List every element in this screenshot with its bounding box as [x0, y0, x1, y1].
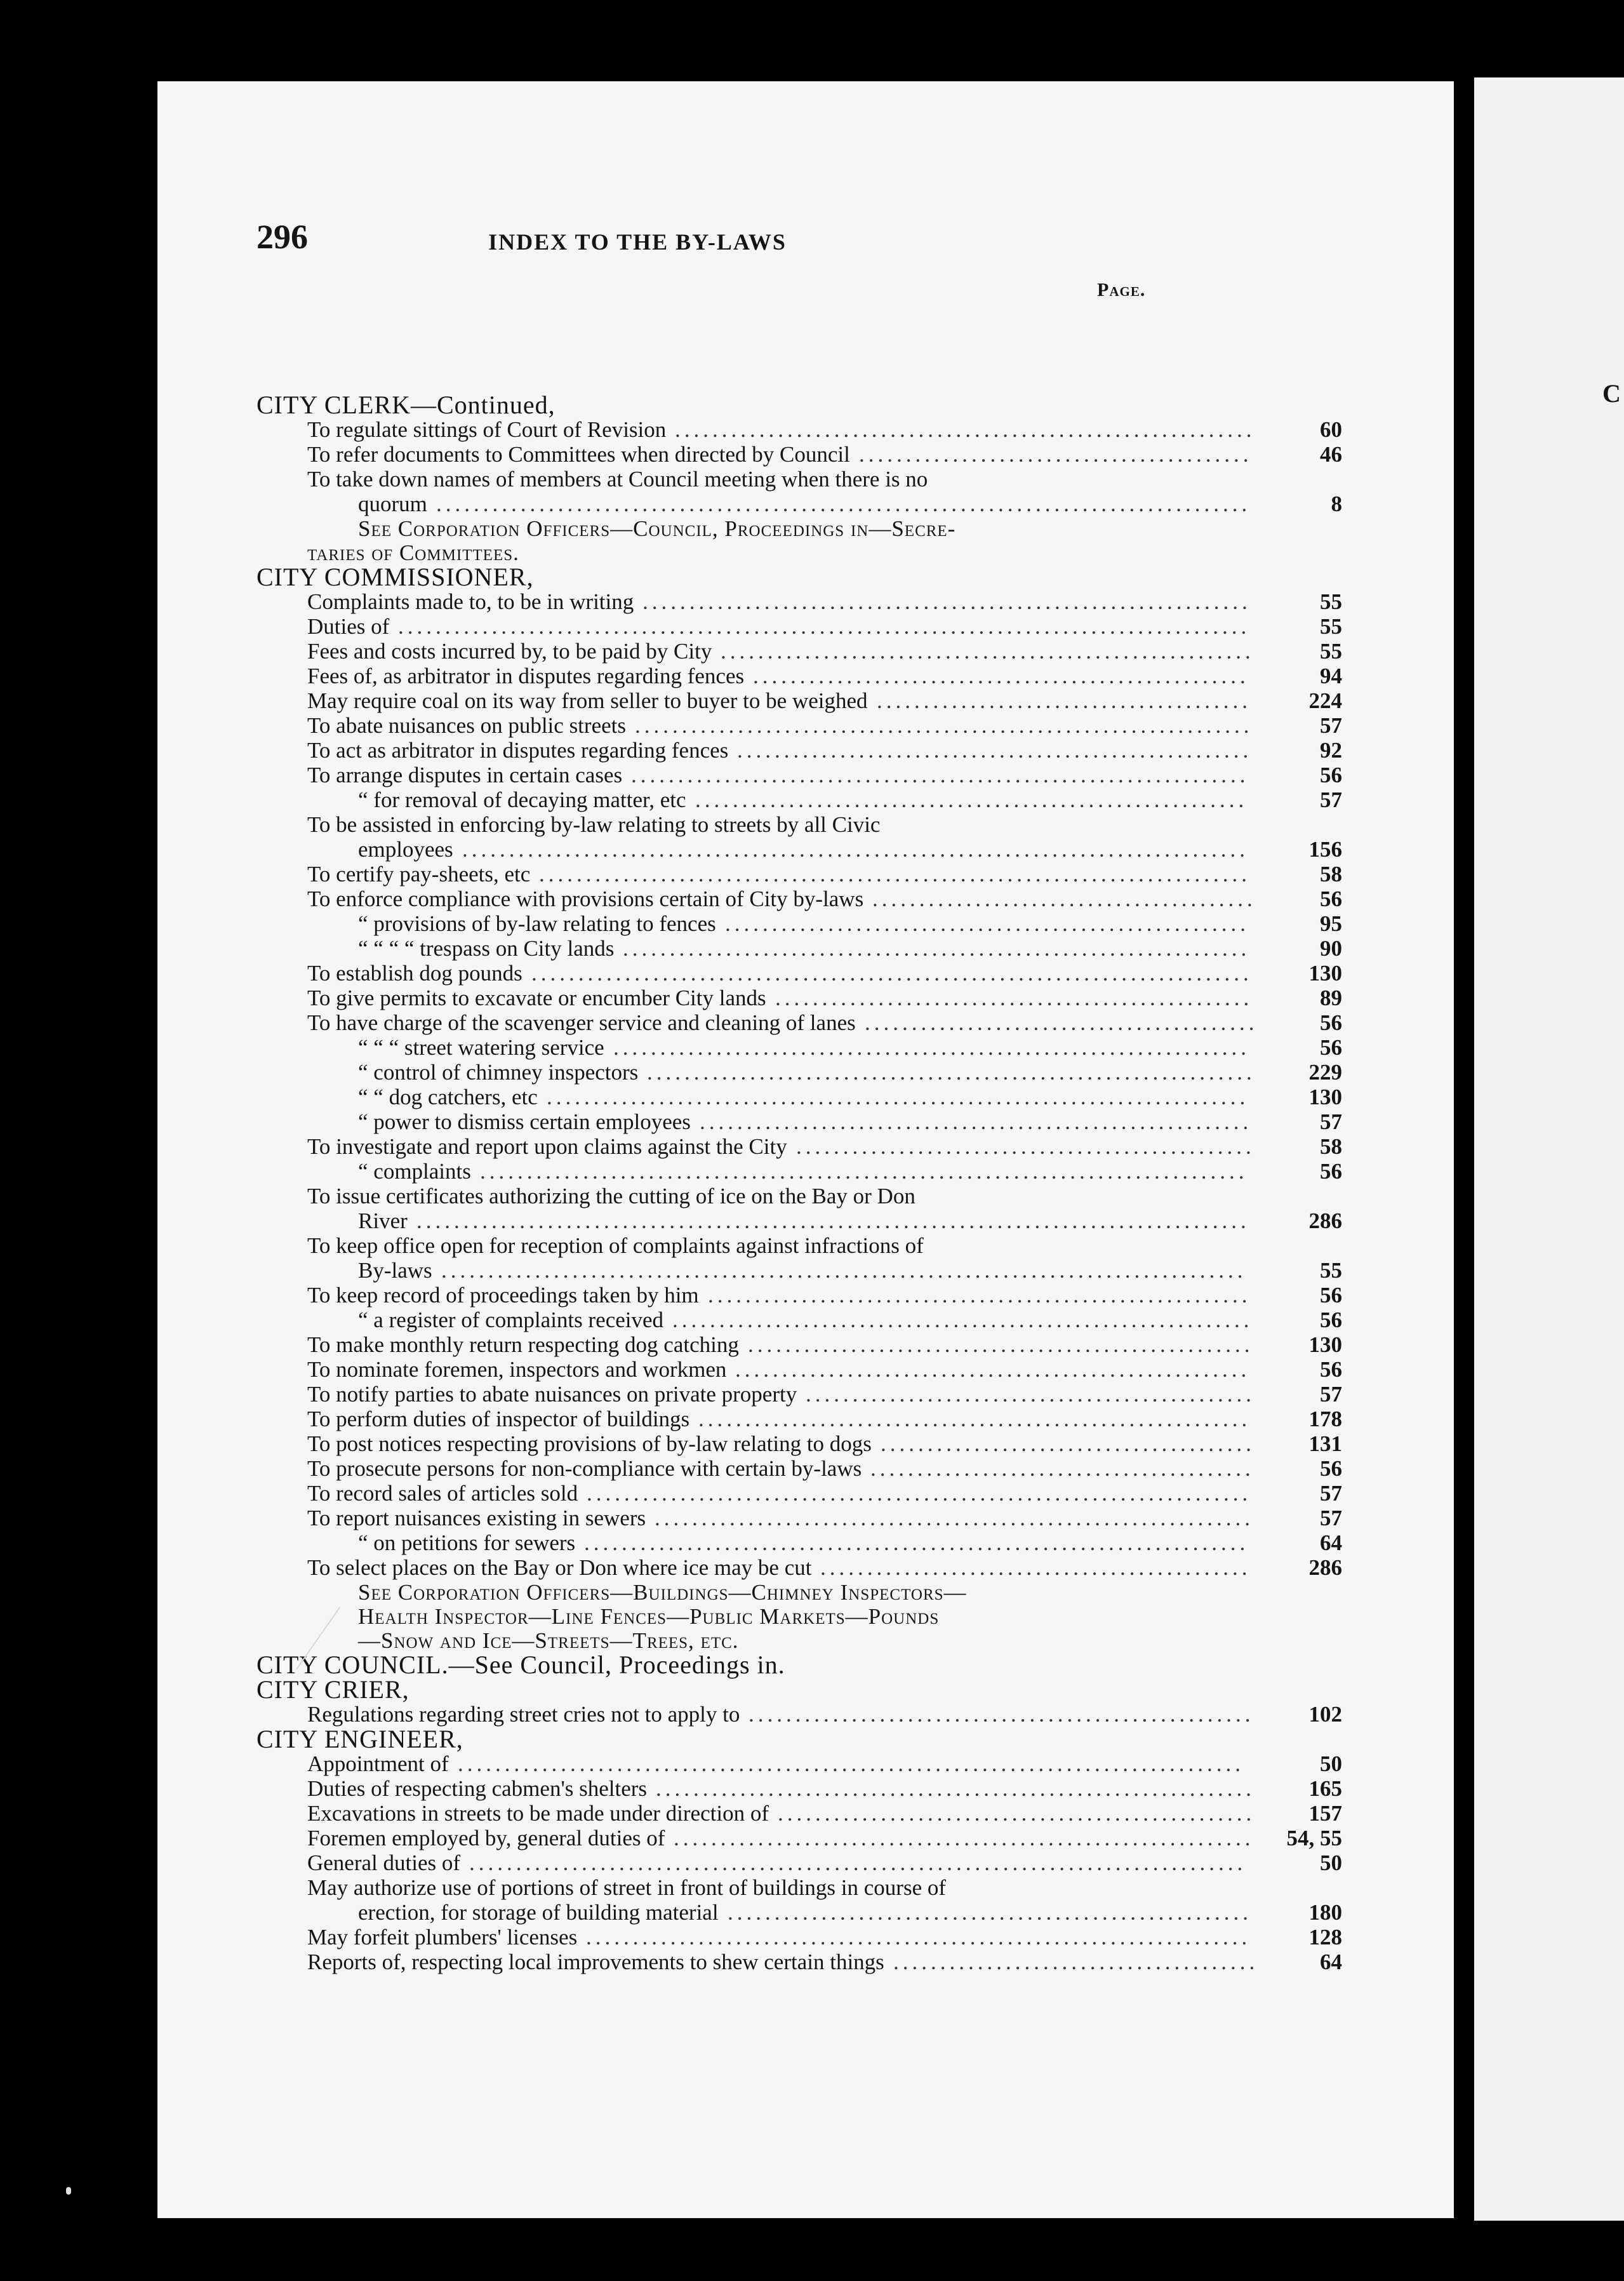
index-entry [256, 1382, 1342, 1407]
page-reference: 56 [1320, 886, 1342, 911]
entry-text: See Corporation Officers—Buildings—Chimney Inspectors— [358, 1580, 967, 1605]
index-entry [256, 1283, 1342, 1308]
page-reference: 130 [1308, 1332, 1342, 1357]
dot-leader: ......................................... [872, 886, 1256, 911]
index-entry [256, 1850, 1342, 1875]
page-reference: 46 [1320, 442, 1342, 467]
dot-leader: ........................................................... [695, 787, 1248, 812]
index-entry [256, 961, 1342, 986]
dot-leader: ................................................................. [642, 589, 1251, 614]
entry-text: To have charge of the scavenger service and cleaning of lanes [307, 1010, 856, 1035]
page-column-label: Page. [1097, 279, 1146, 300]
page-reference: 55 [1320, 589, 1342, 614]
entry-text: “ complaints [358, 1159, 471, 1184]
entry-text: To establish dog pounds [307, 961, 522, 986]
entry-text: “ control of chimney inspectors [358, 1060, 639, 1085]
page-reference: 102 [1308, 1702, 1342, 1727]
page-reference: 92 [1320, 738, 1342, 763]
page-reference: 60 [1320, 417, 1342, 442]
index-entry [256, 1950, 1342, 1974]
page-reference: 89 [1320, 986, 1342, 1010]
dot-leader: ........................................................ [725, 911, 1249, 936]
page-reference: 56 [1320, 1035, 1342, 1060]
page-reference: 56 [1320, 763, 1342, 787]
index-entry [256, 1431, 1342, 1456]
entry-text: To make monthly return respecting dog catching [307, 1332, 739, 1357]
dot-leader: ........................................ [881, 1431, 1255, 1456]
dot-leader: .................................................................. [635, 713, 1253, 738]
page-reference: 57 [1320, 713, 1342, 738]
index-entry [256, 1875, 1342, 1900]
entry-text: May require coal on its way from seller to buyer to be weighed [307, 688, 868, 713]
adjacent-page [1474, 77, 1624, 2221]
page-reference: 229 [1308, 1060, 1342, 1085]
index-entry [256, 763, 1342, 787]
entry-text: employees [358, 837, 453, 862]
dot-leader: .................................................................................... [462, 837, 1249, 862]
page-reference: 56 [1320, 1357, 1342, 1382]
dot-leader: ....................................... [893, 1950, 1259, 1974]
index-entries [256, 392, 1342, 1974]
index-entry [256, 1332, 1342, 1357]
entry-text: Fees of, as arbitrator in disputes regarding fences [307, 664, 745, 688]
entry-text: To arrange disputes in certain cases [307, 763, 623, 787]
index-entry [256, 639, 1342, 664]
index-heading [256, 1727, 1342, 1751]
index-entry [256, 1530, 1342, 1555]
dot-leader: .............................................................. [672, 1308, 1253, 1332]
entry-text: Duties of [307, 614, 390, 639]
index-entry [256, 1481, 1342, 1506]
page-reference: 55 [1320, 1258, 1342, 1283]
index-entry [256, 837, 1342, 862]
entry-text: “ power to dismiss certain employees [358, 1109, 691, 1134]
entry-text: “ “ dog catchers, etc [358, 1085, 538, 1109]
entry-text: Complaints made to, to be in writing [307, 589, 634, 614]
entry-text: CITY ENGINEER, [256, 1725, 463, 1753]
entry-text: Appointment of [307, 1751, 449, 1776]
page-reference: 224 [1308, 688, 1342, 713]
entry-text: erection, for storage of building material [358, 1900, 719, 1925]
page-reference: 130 [1308, 1085, 1342, 1109]
index-heading [256, 565, 1342, 589]
index-entry [256, 1233, 1342, 1258]
dot-leader: ................................................ [806, 1382, 1255, 1407]
page-reference: 57 [1320, 1109, 1342, 1134]
index-entry [256, 614, 1342, 639]
page-reference: 58 [1320, 862, 1342, 886]
index-entry [256, 589, 1342, 614]
index-entry [256, 492, 1342, 516]
dot-leader: ...................................................... [749, 1702, 1255, 1727]
page-reference: 55 [1320, 639, 1342, 664]
index-entry [256, 1258, 1342, 1283]
entry-text: To keep office open for reception of complaints against infractions of [307, 1233, 924, 1258]
entry-text: To keep record of proceedings taken by him [307, 1283, 699, 1308]
page-reference: 57 [1320, 1481, 1342, 1506]
index-entry [256, 812, 1342, 837]
index-entry [256, 1751, 1342, 1776]
index-entry [256, 886, 1342, 911]
index-entry [256, 1060, 1342, 1085]
page-reference: 286 [1308, 1208, 1342, 1233]
entry-text: Fees and costs incurred by, to be paid by City [307, 639, 712, 664]
page-reference: 50 [1320, 1850, 1342, 1875]
dot-leader: ................................................... [778, 1801, 1256, 1826]
index-entry [256, 1555, 1342, 1580]
entry-text: To notify parties to abate nuisances on private property [307, 1382, 797, 1407]
entry-text: “ for removal of decaying matter, etc [358, 787, 686, 812]
index-entry [256, 688, 1342, 713]
index-entry [256, 1776, 1342, 1801]
index-entry [256, 442, 1342, 467]
dot-leader: ................................................................ [655, 1506, 1254, 1530]
dot-leader: ........................................................... [700, 1109, 1253, 1134]
dot-leader: ....................................................................... [584, 1530, 1249, 1555]
entry-text: quorum [358, 492, 427, 516]
page-reference: 58 [1320, 1134, 1342, 1159]
index-entry [256, 713, 1342, 738]
entry-text: To take down names of members at Council meeting when there is no [307, 467, 928, 492]
scan-dot [66, 2187, 71, 2195]
entry-text: Foremen employed by, general duties of [307, 1826, 665, 1850]
entry-text: “ “ “ “ trespass on City lands [358, 936, 615, 961]
entry-text: To give permits to excavate or encumber City lands [307, 986, 766, 1010]
entry-text: CITY CLERK—Continued, [256, 391, 556, 419]
entry-text: —Snow and Ice—Streets—Trees, etc. [358, 1628, 739, 1653]
page-reference: 57 [1320, 787, 1342, 812]
see-reference [256, 1628, 1342, 1652]
index-entry [256, 1702, 1342, 1727]
entry-text: To refer documents to Committees when directed by Council [307, 442, 850, 467]
page-reference: 64 [1320, 1530, 1342, 1555]
index-entry [256, 1134, 1342, 1159]
page-reference: 55 [1320, 614, 1342, 639]
index-entry [256, 417, 1342, 442]
page-reference: 130 [1308, 961, 1342, 986]
entry-text: To report nuisances existing in sewers [307, 1506, 646, 1530]
index-entry [256, 1184, 1342, 1208]
dot-leader: ........................................................... [698, 1407, 1251, 1431]
index-entry [256, 1208, 1342, 1233]
entry-text: To post notices respecting provisions of by-law relating to dogs [307, 1431, 872, 1456]
see-reference [256, 516, 1342, 540]
entry-text: Health Inspector—Line Fences—Public Markets—Pounds [358, 1604, 940, 1629]
entry-text: General duties of [307, 1850, 461, 1875]
entry-text: To perform duties of inspector of buildings [307, 1407, 690, 1431]
index-entry [256, 467, 1342, 492]
entry-text: “ on petitions for sewers [358, 1530, 576, 1555]
entry-text: CITY COMMISSIONER, [256, 563, 534, 591]
index-entry [256, 1826, 1342, 1850]
page-reference: 286 [1308, 1555, 1342, 1580]
page-reference: 94 [1320, 664, 1342, 688]
page-reference: 8 [1331, 492, 1342, 516]
dot-leader: ................................................. [796, 1134, 1255, 1159]
index-entry [256, 1801, 1342, 1826]
entry-text: To certify pay-sheets, etc [307, 862, 531, 886]
page-reference: 64 [1320, 1950, 1342, 1974]
entry-text: By-laws [358, 1258, 432, 1283]
see-reference [256, 540, 1342, 565]
page-reference: 57 [1320, 1506, 1342, 1530]
entry-text: Duties of respecting cabmen's shelters [307, 1776, 648, 1801]
dot-leader: ....................................................................... [587, 1481, 1252, 1506]
dot-leader: .................................................................... [613, 1035, 1250, 1060]
index-entry [256, 1010, 1342, 1035]
page-reference: 131 [1308, 1431, 1342, 1456]
index-entry [256, 664, 1342, 688]
page-reference: 95 [1320, 911, 1342, 936]
index-entry [256, 936, 1342, 961]
index-entry [256, 1308, 1342, 1332]
index-entry [256, 1925, 1342, 1950]
index-heading [256, 1652, 1342, 1677]
entry-text: To issue certificates authorizing the cutting of ice on the Bay or Don [307, 1184, 915, 1208]
index-entry [256, 787, 1342, 812]
dot-leader: ....................................................................................... [436, 492, 1251, 516]
dot-leader: ......................................................... [721, 639, 1255, 664]
entry-text: To regulate sittings of Court of Revision [307, 417, 667, 442]
index-entry [256, 862, 1342, 886]
page-reference: 56 [1320, 1283, 1342, 1308]
entry-text: “ provisions of by-law relating to fences [358, 911, 716, 936]
page-reference: 57 [1320, 1382, 1342, 1407]
page-reference: 128 [1308, 1925, 1342, 1950]
page-reference: 56 [1320, 1308, 1342, 1332]
dot-leader: ............................................................................ [539, 862, 1251, 886]
dot-leader: ......................................................................................... [416, 1208, 1250, 1233]
entry-text: To record sales of articles sold [307, 1481, 578, 1506]
index-entry [256, 1159, 1342, 1184]
index-entry [256, 1900, 1342, 1925]
dot-leader: ................................................................. [647, 1060, 1256, 1085]
page-reference: 54, 55 [1286, 1826, 1342, 1850]
entry-text: To investigate and report upon claims against the City [307, 1134, 787, 1159]
dot-leader: .......................................... [859, 442, 1253, 467]
dot-leader: .................................................................................. [480, 1159, 1248, 1184]
page-number: 296 [256, 218, 308, 256]
dot-leader: .............................................................. [674, 1826, 1255, 1850]
page-reference: 90 [1320, 936, 1342, 961]
entry-text: To prosecute persons for non-compliance with certain by-laws [307, 1456, 862, 1481]
adjacent-page-letter: C [1602, 379, 1621, 408]
index-entry [256, 1456, 1342, 1481]
entry-text: CITY COUNCIL.—See Council, Proceedings in. [256, 1650, 785, 1679]
entry-text: To act as arbitrator in disputes regarding fences [307, 738, 729, 763]
entry-text: To abate nuisances on public streets [307, 713, 626, 738]
dot-leader: .......................................... [865, 1010, 1258, 1035]
entry-text: To select places on the Bay or Don where ice may be cut [307, 1555, 812, 1580]
entry-text: River [358, 1208, 408, 1233]
dot-leader: .............................................. [820, 1555, 1251, 1580]
dot-leader: ................................................................ [656, 1776, 1255, 1801]
page-reference: 165 [1308, 1776, 1342, 1801]
page-reference: 50 [1320, 1751, 1342, 1776]
entry-text: Excavations in streets to be made under direction of [307, 1801, 769, 1826]
page-reference: 56 [1320, 1010, 1342, 1035]
dot-leader: ................................................... [775, 986, 1253, 1010]
index-entry [256, 1357, 1342, 1382]
index-entry [256, 738, 1342, 763]
dot-leader: ...................................................... [748, 1332, 1254, 1357]
see-reference [256, 1580, 1342, 1604]
index-entry [256, 1407, 1342, 1431]
entry-text: “ “ “ street watering service [358, 1035, 604, 1060]
entry-text: See Corporation Officers—Council, Proceedings in—Secre- [358, 516, 956, 541]
page-reference: 180 [1308, 1900, 1342, 1925]
index-entry [256, 986, 1342, 1010]
page-reference: 178 [1308, 1407, 1342, 1431]
dot-leader: ................................................................... [623, 936, 1251, 961]
page-reference: 156 [1308, 837, 1342, 862]
dot-leader: ....................................................................... [586, 1925, 1251, 1950]
see-reference [256, 1604, 1342, 1628]
entry-text: Regulations regarding street cries not to apply to [307, 1702, 740, 1727]
dot-leader: ........................................................................... [547, 1085, 1249, 1109]
entry-text: “ a register of complaints received [358, 1308, 664, 1332]
entry-text: taries of Committees. [307, 540, 519, 565]
entry-text: Reports of, respecting local improvements to shew certain things [307, 1950, 884, 1974]
page-reference: 157 [1308, 1801, 1342, 1826]
dot-leader: ......................................... [870, 1456, 1255, 1481]
index-heading [256, 392, 1342, 417]
dot-leader: .................................................................. [631, 763, 1249, 787]
dot-leader: ............................................................................. [531, 961, 1253, 986]
dot-leader: ........................................................ [728, 1900, 1252, 1925]
entry-text: May authorize use of portions of street in front of buildings in course of [307, 1875, 947, 1900]
entry-text: May forfeit plumbers' licenses [307, 1925, 578, 1950]
running-title: INDEX TO THE BY-LAWS [488, 229, 787, 255]
dot-leader: ........................................................................................... [398, 614, 1251, 639]
index-entry [256, 1035, 1342, 1060]
index-heading [256, 1677, 1342, 1702]
entry-text: To nominate foremen, inspectors and workmen [307, 1357, 727, 1382]
page-reference: 56 [1320, 1159, 1342, 1184]
index-entry [256, 911, 1342, 936]
entry-text: To be assisted in enforcing by-law relating to streets by all Civic [307, 812, 881, 837]
dot-leader: .................................................................................... [458, 1751, 1244, 1776]
entry-text: To enforce compliance with provisions certain of City by-laws [307, 886, 864, 911]
index-entry [256, 1085, 1342, 1109]
index-entry [256, 1506, 1342, 1530]
dot-leader: .............................................................. [675, 417, 1256, 442]
index-entry [256, 1109, 1342, 1134]
entry-text: CITY CRIER, [256, 1675, 409, 1704]
dot-leader: ...................................................................................... [441, 1258, 1247, 1283]
dot-leader: ................................................................................... [469, 1850, 1247, 1875]
dot-leader: ....................................................... [735, 1357, 1251, 1382]
dot-leader: ........................................ [877, 688, 1251, 713]
dot-leader: ..................................................... [753, 664, 1249, 688]
page-reference: 56 [1320, 1456, 1342, 1481]
dot-leader: .......................................................... [708, 1283, 1251, 1308]
dot-leader: ....................................................... [737, 738, 1253, 763]
page-header [256, 217, 1323, 268]
